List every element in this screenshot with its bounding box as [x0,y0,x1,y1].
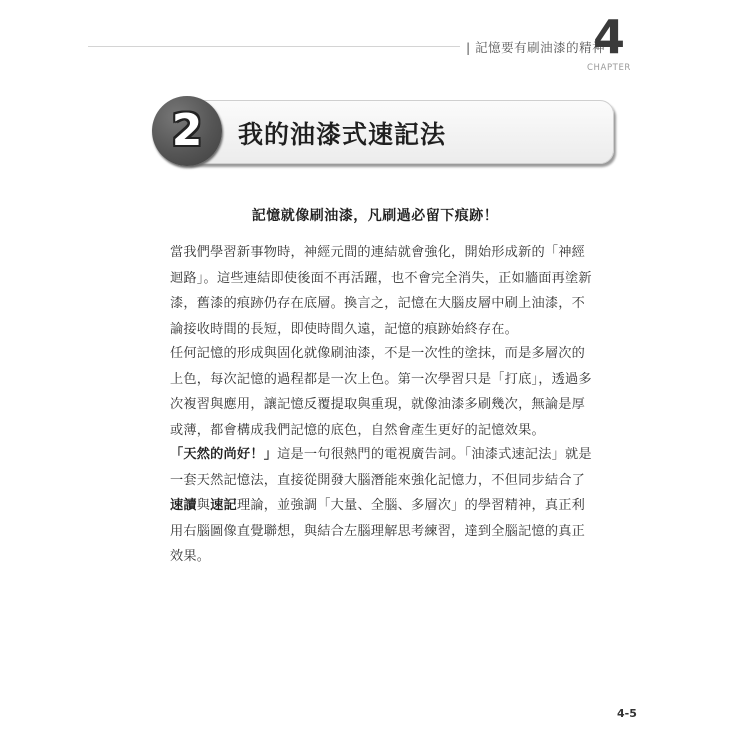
paragraph-line: 當我們學習新事物時，神經元間的連結就會強化，開始形成新的「神經 [170,245,586,260]
paragraph-line: 漆，舊漆的痕跡仍存在底層。換言之，記憶在大腦皮層中刷上油漆，不 [170,296,586,312]
line-text: 理論，並強調「大量、全腦、多層次」的學習精神，真正利 [236,498,586,514]
paragraph-line: 論接收時間的長短，即使時間久遠，記憶的痕跡始終存在。 [170,321,519,337]
line-text: 與 [196,498,211,514]
subheading: 記憶就像刷油漆，凡刷過必留下痕跡！ [251,208,499,224]
section-banner [152,96,614,168]
paragraph-line: 迴路」。這些連結即使後面不再活躍，也不會完全消失，正如牆面再塗新 [170,270,592,286]
paragraph-line: 上色，每次記憶的過程都是一次上色。第一次學習只是「打底」，透過多 [170,371,592,387]
paragraph-line [170,442,592,468]
paragraph-1 [170,240,592,342]
paragraph-line: 用右腦圖像直覺聯想，與結合左腦理解思考練習，達到全腦記憶的真正 [170,523,586,539]
chapter-number: 4 [593,10,626,64]
section-title: 我的油漆式速記法 [238,120,447,149]
header-rule [88,46,460,47]
page-number: 4-5 [617,707,637,720]
line-text: 這是一句很熱門的電視廣告詞。「油漆式速記法」就是 [277,447,592,462]
paragraph-3 [170,442,592,570]
paragraph-line: 或薄，都會構成我們記憶的底色，自然會產生更好的記憶效果。 [170,422,545,438]
chapter-label: CHAPTER [587,63,631,73]
paragraph-2 [170,341,592,443]
running-title: | 記憶要有刷油漆的精神 [466,40,606,55]
section-number: 2 [171,105,203,156]
bold-term-speed-memory: 速記 [210,498,237,514]
bold-term-speed-reading: 速讀 [170,498,197,514]
bold-slogan: 「天然的尚好！」 [170,447,278,462]
paragraph-line [170,493,588,519]
paragraph-line: 任何記憶的形成與固化就像刷油漆，不是一次性的塗抹，而是多層次的 [170,346,586,361]
paragraph-line: 次複習與應用，讓記憶反覆提取與重現，就像油漆多刷幾次，無論是厚 [170,397,586,413]
paragraph-line: 效果。 [170,549,211,565]
paragraph-line: 一套天然記憶法，直接從開發大腦潛能來強化記憶力，不但同步結合了 [170,472,586,488]
